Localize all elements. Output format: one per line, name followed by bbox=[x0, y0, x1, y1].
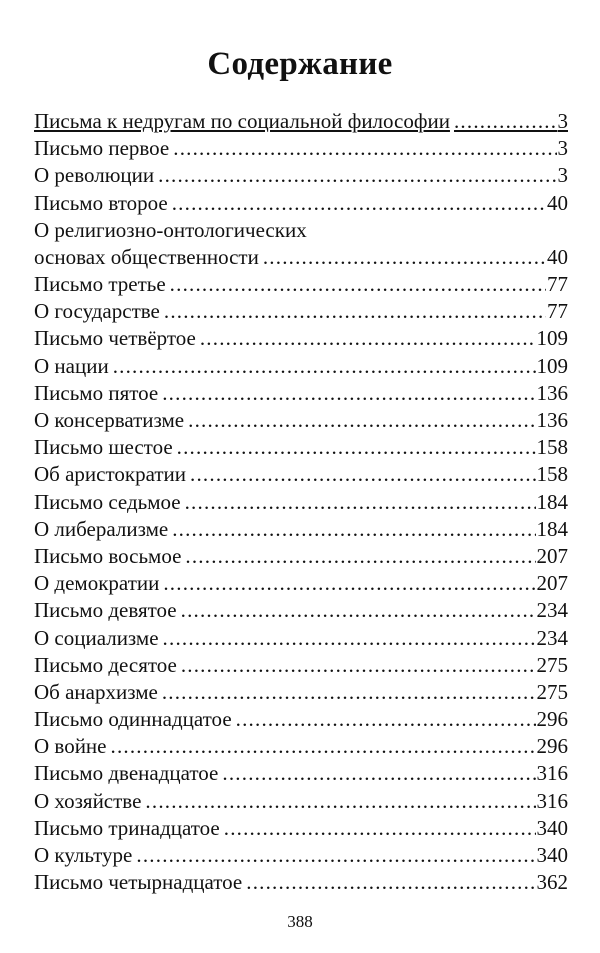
toc-entry[interactable] bbox=[34, 380, 568, 407]
page-title: Содержание bbox=[207, 46, 393, 82]
toc-entry-page: 296 bbox=[536, 707, 568, 732]
toc-entry-page: 77 bbox=[547, 272, 568, 297]
toc-entry-label: О демократии bbox=[34, 571, 160, 596]
toc-leader-dots bbox=[111, 733, 536, 760]
toc-entry[interactable] bbox=[34, 217, 568, 271]
toc-leader-dots bbox=[162, 380, 535, 407]
toc-entry-label: Письмо одиннадцатое bbox=[34, 707, 232, 732]
toc-leader-dots bbox=[185, 543, 535, 570]
toc-entry[interactable] bbox=[34, 815, 568, 842]
toc-entry[interactable] bbox=[34, 788, 568, 815]
toc-leader-dots bbox=[113, 353, 536, 380]
toc-leader-dots bbox=[163, 625, 536, 652]
toc-entry-label: Письмо десятое bbox=[34, 652, 177, 677]
toc-entry-page: 207 bbox=[536, 571, 568, 596]
toc-entry-label: Письмо шестое bbox=[34, 435, 173, 460]
toc-entry[interactable] bbox=[34, 489, 568, 516]
toc-entry-label: Письма к недругам по социальной философии bbox=[34, 108, 450, 133]
toc-leader-dots bbox=[170, 271, 546, 298]
toc-entry-page: 275 bbox=[536, 652, 568, 677]
toc-entry-section[interactable] bbox=[34, 108, 568, 135]
toc-entry-label: Письмо второе bbox=[34, 190, 168, 215]
toc-entry-label: О войне bbox=[34, 734, 107, 759]
toc-entry-page: 207 bbox=[536, 543, 568, 568]
toc-entry[interactable] bbox=[34, 733, 568, 760]
toc-leader-dots bbox=[236, 706, 536, 733]
toc-entry[interactable] bbox=[34, 407, 568, 434]
toc-leader-dots bbox=[454, 108, 557, 135]
toc-entry-page: 275 bbox=[536, 679, 568, 704]
toc-entry-label: О хозяйстве bbox=[34, 788, 142, 813]
toc-leader-dots bbox=[158, 162, 556, 189]
toc-entry[interactable] bbox=[34, 761, 568, 788]
toc-entry-page: 316 bbox=[536, 761, 568, 786]
toc-entry-page: 3 bbox=[557, 108, 568, 133]
toc-entry[interactable] bbox=[34, 190, 568, 217]
toc-leader-dots bbox=[163, 570, 535, 597]
toc-leader-dots bbox=[173, 135, 556, 162]
toc-leader-dots bbox=[246, 869, 535, 896]
toc-entry-label: Письмо третье bbox=[34, 272, 166, 297]
toc-entry[interactable] bbox=[34, 326, 568, 353]
toc-entry[interactable] bbox=[34, 625, 568, 652]
toc-entry[interactable] bbox=[34, 516, 568, 543]
toc-entry-page: 3 bbox=[557, 136, 568, 161]
toc-entry-label: Письмо первое bbox=[34, 136, 170, 161]
toc-entry[interactable] bbox=[34, 461, 568, 488]
toc-entry-page: 40 bbox=[547, 244, 568, 269]
toc-entry-page: 77 bbox=[547, 299, 568, 324]
toc-entry-line2 bbox=[34, 244, 568, 271]
toc-entry-page: 340 bbox=[536, 843, 568, 868]
toc-entry-page: 109 bbox=[536, 326, 568, 351]
toc-entry-label: О культуре bbox=[34, 843, 133, 868]
toc-entry-label: Письмо седьмое bbox=[34, 489, 181, 514]
toc-entry-label: О государстве bbox=[34, 299, 160, 324]
toc-entry-label: О консерватизме bbox=[34, 408, 185, 433]
toc-leader-dots bbox=[162, 679, 536, 706]
toc-leader-dots bbox=[263, 244, 546, 271]
toc-leader-dots bbox=[145, 788, 535, 815]
toc-entry[interactable] bbox=[34, 652, 568, 679]
toc-entry-label: Об аристократии bbox=[34, 462, 187, 487]
toc-entry-label: Об анархизме bbox=[34, 679, 158, 704]
toc-entry-label: Письмо двенадцатое bbox=[34, 761, 219, 786]
page-number: 388 bbox=[287, 912, 313, 931]
toc-leader-dots bbox=[181, 597, 536, 624]
toc-entry[interactable] bbox=[34, 842, 568, 869]
table-of-contents bbox=[34, 108, 568, 896]
toc-entry-page: 158 bbox=[536, 435, 568, 460]
toc-entry-page: 136 bbox=[536, 408, 568, 433]
toc-entry-label: Письмо пятое bbox=[34, 380, 159, 405]
toc-leader-dots bbox=[224, 815, 536, 842]
toc-entry-label: Письмо тринадцатое bbox=[34, 815, 220, 840]
toc-entry[interactable] bbox=[34, 597, 568, 624]
toc-leader-dots bbox=[222, 760, 535, 787]
toc-entry-page: 296 bbox=[536, 734, 568, 759]
toc-entry[interactable] bbox=[34, 434, 568, 461]
toc-entry-label: О нации bbox=[34, 353, 109, 378]
toc-leader-dots bbox=[177, 434, 536, 461]
toc-entry-page: 340 bbox=[536, 815, 568, 840]
toc-entry-page: 234 bbox=[536, 625, 568, 650]
toc-entry-label: Письмо восьмое bbox=[34, 543, 182, 568]
toc-entry-page: 184 bbox=[536, 489, 568, 514]
toc-entry[interactable] bbox=[34, 162, 568, 189]
toc-entry-label: О революции bbox=[34, 163, 155, 188]
toc-entry[interactable] bbox=[34, 135, 568, 162]
toc-leader-dots bbox=[136, 842, 535, 869]
toc-entry[interactable] bbox=[34, 543, 568, 570]
toc-entry-page: 316 bbox=[536, 788, 568, 813]
toc-entry-label: Письмо девятое bbox=[34, 598, 177, 623]
toc-entry-page: 184 bbox=[536, 516, 568, 541]
toc-entry-label: О либерализме bbox=[34, 516, 169, 541]
toc-leader-dots bbox=[172, 516, 535, 543]
toc-leader-dots bbox=[185, 489, 536, 516]
toc-entry-page: 234 bbox=[536, 598, 568, 623]
toc-entry[interactable] bbox=[34, 298, 568, 325]
toc-leader-dots bbox=[188, 407, 535, 434]
toc-entry-page: 40 bbox=[547, 190, 568, 215]
toc-entry-label: О социализме bbox=[34, 625, 159, 650]
toc-entry-page: 109 bbox=[536, 353, 568, 378]
toc-leader-dots bbox=[164, 298, 546, 325]
toc-entry-label: Письмо четырнадцатое bbox=[34, 870, 243, 895]
toc-entry-page: 136 bbox=[536, 380, 568, 405]
toc-entry-page: 362 bbox=[536, 870, 568, 895]
toc-leader-dots bbox=[181, 652, 536, 679]
toc-leader-dots bbox=[172, 190, 546, 217]
toc-entry[interactable] bbox=[34, 706, 568, 733]
toc-entry-label-line1: О религиозно-онтологических bbox=[34, 217, 307, 242]
toc-entry[interactable] bbox=[34, 679, 568, 706]
toc-entry-label-line2: основах общественности bbox=[34, 244, 259, 269]
toc-entry[interactable] bbox=[34, 353, 568, 380]
toc-entry-label: Письмо четвёртое bbox=[34, 326, 196, 351]
toc-leader-dots bbox=[190, 461, 535, 488]
toc-entry-page: 3 bbox=[557, 163, 568, 188]
toc-entry-page: 158 bbox=[536, 462, 568, 487]
toc-entry[interactable] bbox=[34, 869, 568, 896]
toc-leader-dots bbox=[200, 325, 536, 352]
toc-entry[interactable] bbox=[34, 271, 568, 298]
toc-entry[interactable] bbox=[34, 570, 568, 597]
